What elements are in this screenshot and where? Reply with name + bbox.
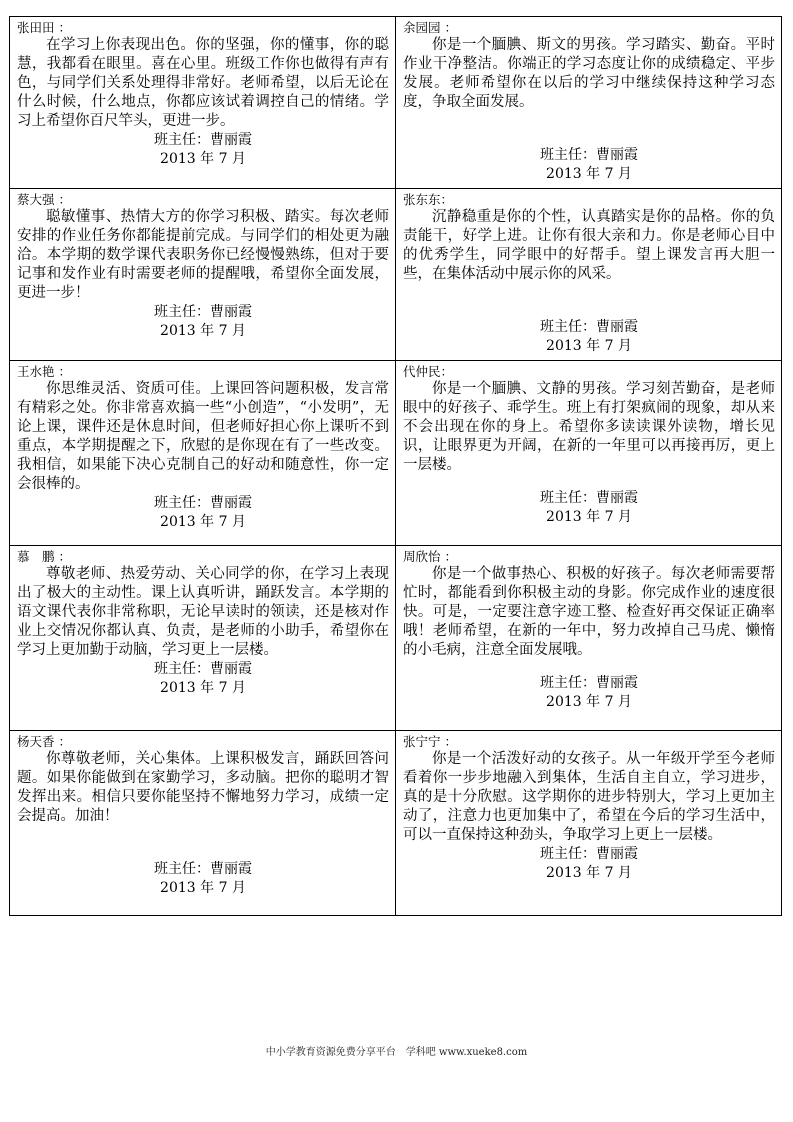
comment-text: 你思维灵活、资质可佳。上课回答问题积极，发言常有精彩之处。你非常喜欢搞一些“小创造”，“小发明”，无论上课，课件还是休息时间，但老师好担心你上课听不到重点，本学期提醒之下，欣慰的是你现在有了一些改变。我相信，如果能下决心克制自己的好动和随意性，你一定会很棒的。 xyxy=(17,381,389,492)
teacher-signature: 班主任：曹丽霞 xyxy=(154,495,252,511)
teacher-signature: 班主任：曹丽霞 xyxy=(154,304,252,320)
comment-date: 2013 年 7 月 xyxy=(546,338,632,354)
student-name: 余园园 ： xyxy=(403,20,457,35)
teacher-signature: 班主任：曹丽霞 xyxy=(540,490,638,506)
comment-text: 你是一个活泼好动的女孩子。从一年级开学至今老师看着你一步步地融入到集体，生活自主自立，学习进步，真的是十分欣慰。这学期你的进步特别大，学习上更加主动了，注意力也更加集中了，希望在今后的学习生活中，可以一直保持这种劲头，争取学习上更上一层楼。 xyxy=(403,751,775,843)
comment-card xyxy=(396,361,782,546)
comment-card xyxy=(396,731,782,916)
student-name: 慕 鹏 ： xyxy=(17,549,71,564)
comment-text: 尊敬老师、热爱劳动、关心同学的你，在学习上表现出了极大的主动性。课上认真听讲，踊跃发言。本学期的语文课代表你非常称职，无论早读时的领读，还是核对作业上交情况你都认真、负责，是老师的小助手，希望你在学习上更加勤于动脑，学习更上一层楼。 xyxy=(17,566,389,658)
comment-card xyxy=(396,189,782,361)
comment-date: 2013 年 7 月 xyxy=(160,880,246,896)
teacher-signature: 班主任：曹丽霞 xyxy=(154,861,252,877)
table-row xyxy=(10,546,782,731)
teacher-signature: 班主任：曹丽霞 xyxy=(540,147,638,163)
student-name: 周欣怡 ： xyxy=(403,549,457,564)
comment-text: 在学习上你表现出色。你的坚强，你的懂事，你的聪慧，我都看在眼里。喜在心里。班级工作你也做得有声有色，与同学们关系处理得非常好。老师希望，以后无论在什么时候，什么地点，你都应该试着调控自己的情绪。学习上希望你百尺竿头，更进一步。 xyxy=(17,37,389,129)
comment-card xyxy=(10,731,396,916)
student-name: 张东东： xyxy=(403,192,454,207)
comment-text: 沉静稳重是你的个性，认真踏实是你的品格。你的负责能干，好学上进。让你有很大亲和力。你是老师心目中的优秀学生，同学眼中的好帮手。望上课发言再大胆一些，在集体活动中展示你的风采。 xyxy=(403,209,775,282)
table-row xyxy=(10,731,782,916)
teacher-signature: 班主任：曹丽霞 xyxy=(540,846,638,862)
comment-card xyxy=(396,546,782,731)
page-footer: 中小学教育资源免费分享平台 学科吧 www.xueke8.com xyxy=(265,1047,528,1058)
comment-date: 2013 年 7 月 xyxy=(546,694,632,710)
teacher-signature: 班主任：曹丽霞 xyxy=(154,132,252,148)
table-row xyxy=(10,17,782,189)
comment-text: 你是一个腼腆、文静的男孩。学习刻苦勤奋，是老师眼中的好孩子、乖学生。班上有打架疯闹的现象，却从来不会出现在你的身上。希望你多读读课外读物，增长见识，让眼界更为开阔，在新的一年里可以再接再厉，更上一层楼。 xyxy=(403,381,775,473)
comments-table xyxy=(9,16,782,916)
student-name: 张宁宁 ： xyxy=(403,734,457,749)
comment-card xyxy=(396,17,782,189)
comment-card xyxy=(10,17,396,189)
comment-date: 2013 年 7 月 xyxy=(546,166,632,182)
table-row xyxy=(10,189,782,361)
comment-date: 2013 年 7 月 xyxy=(546,509,632,525)
teacher-signature: 班主任：曹丽霞 xyxy=(540,675,638,691)
teacher-signature: 班主任：曹丽霞 xyxy=(540,319,638,335)
comment-card xyxy=(10,189,396,361)
student-name: 蔡大强 ： xyxy=(17,192,71,207)
table-row xyxy=(10,361,782,546)
comment-date: 2013 年 7 月 xyxy=(546,865,632,881)
comment-text: 你是一个做事热心、积极的好孩子。每次老师需要帮忙时，都能看到你积极主动的身影。你完成作业的速度很快。可是，一定要注意字迹工整、检查好再交保证正确率哦！老师希望，在新的一年中，努力改掉自己马虎、懒惰的小毛病，注意全面发展哦。 xyxy=(403,566,775,658)
comment-date: 2013 年 7 月 xyxy=(160,514,246,530)
comment-date: 2013 年 7 月 xyxy=(160,680,246,696)
comment-card xyxy=(10,546,396,731)
comment-date: 2013 年 7 月 xyxy=(160,151,246,167)
comment-card xyxy=(10,361,396,546)
student-name: 杨天香 ： xyxy=(17,734,71,749)
comment-date: 2013 年 7 月 xyxy=(160,323,246,339)
student-name: 代仲民： xyxy=(403,364,454,379)
teacher-signature: 班主任：曹丽霞 xyxy=(154,661,252,677)
comment-text: 你是一个腼腆、斯文的男孩。学习踏实、勤奋。平时作业干净整洁。你端正的学习态度让你的成绩稳定、平步发展。老师希望你在以后的学习中继续保持这种学习态度，争取全面发展。 xyxy=(403,37,775,110)
student-name: 张田田 ： xyxy=(17,20,71,35)
comment-text: 你尊敬老师，关心集体。上课积极发言，踊跃回答问题。如果你能做到在家勤学习，多动脑。把你的聪明才智发挥出来。相信只要你能坚持不懈地努力学习，成绩一定会提高。加油！ xyxy=(17,751,389,824)
student-name: 王水艳 ： xyxy=(17,364,71,379)
comment-text: 聪敏懂事、热情大方的你学习积极、踏实。每次老师安排的作业任务你都能提前完成。与同学们的相处更为融洽。本学期的数学课代表职务你已经慢慢熟练，但对于要记事和发作业有时需要老师的提醒哦，希望你全面发展，更进一步！ xyxy=(17,209,389,301)
